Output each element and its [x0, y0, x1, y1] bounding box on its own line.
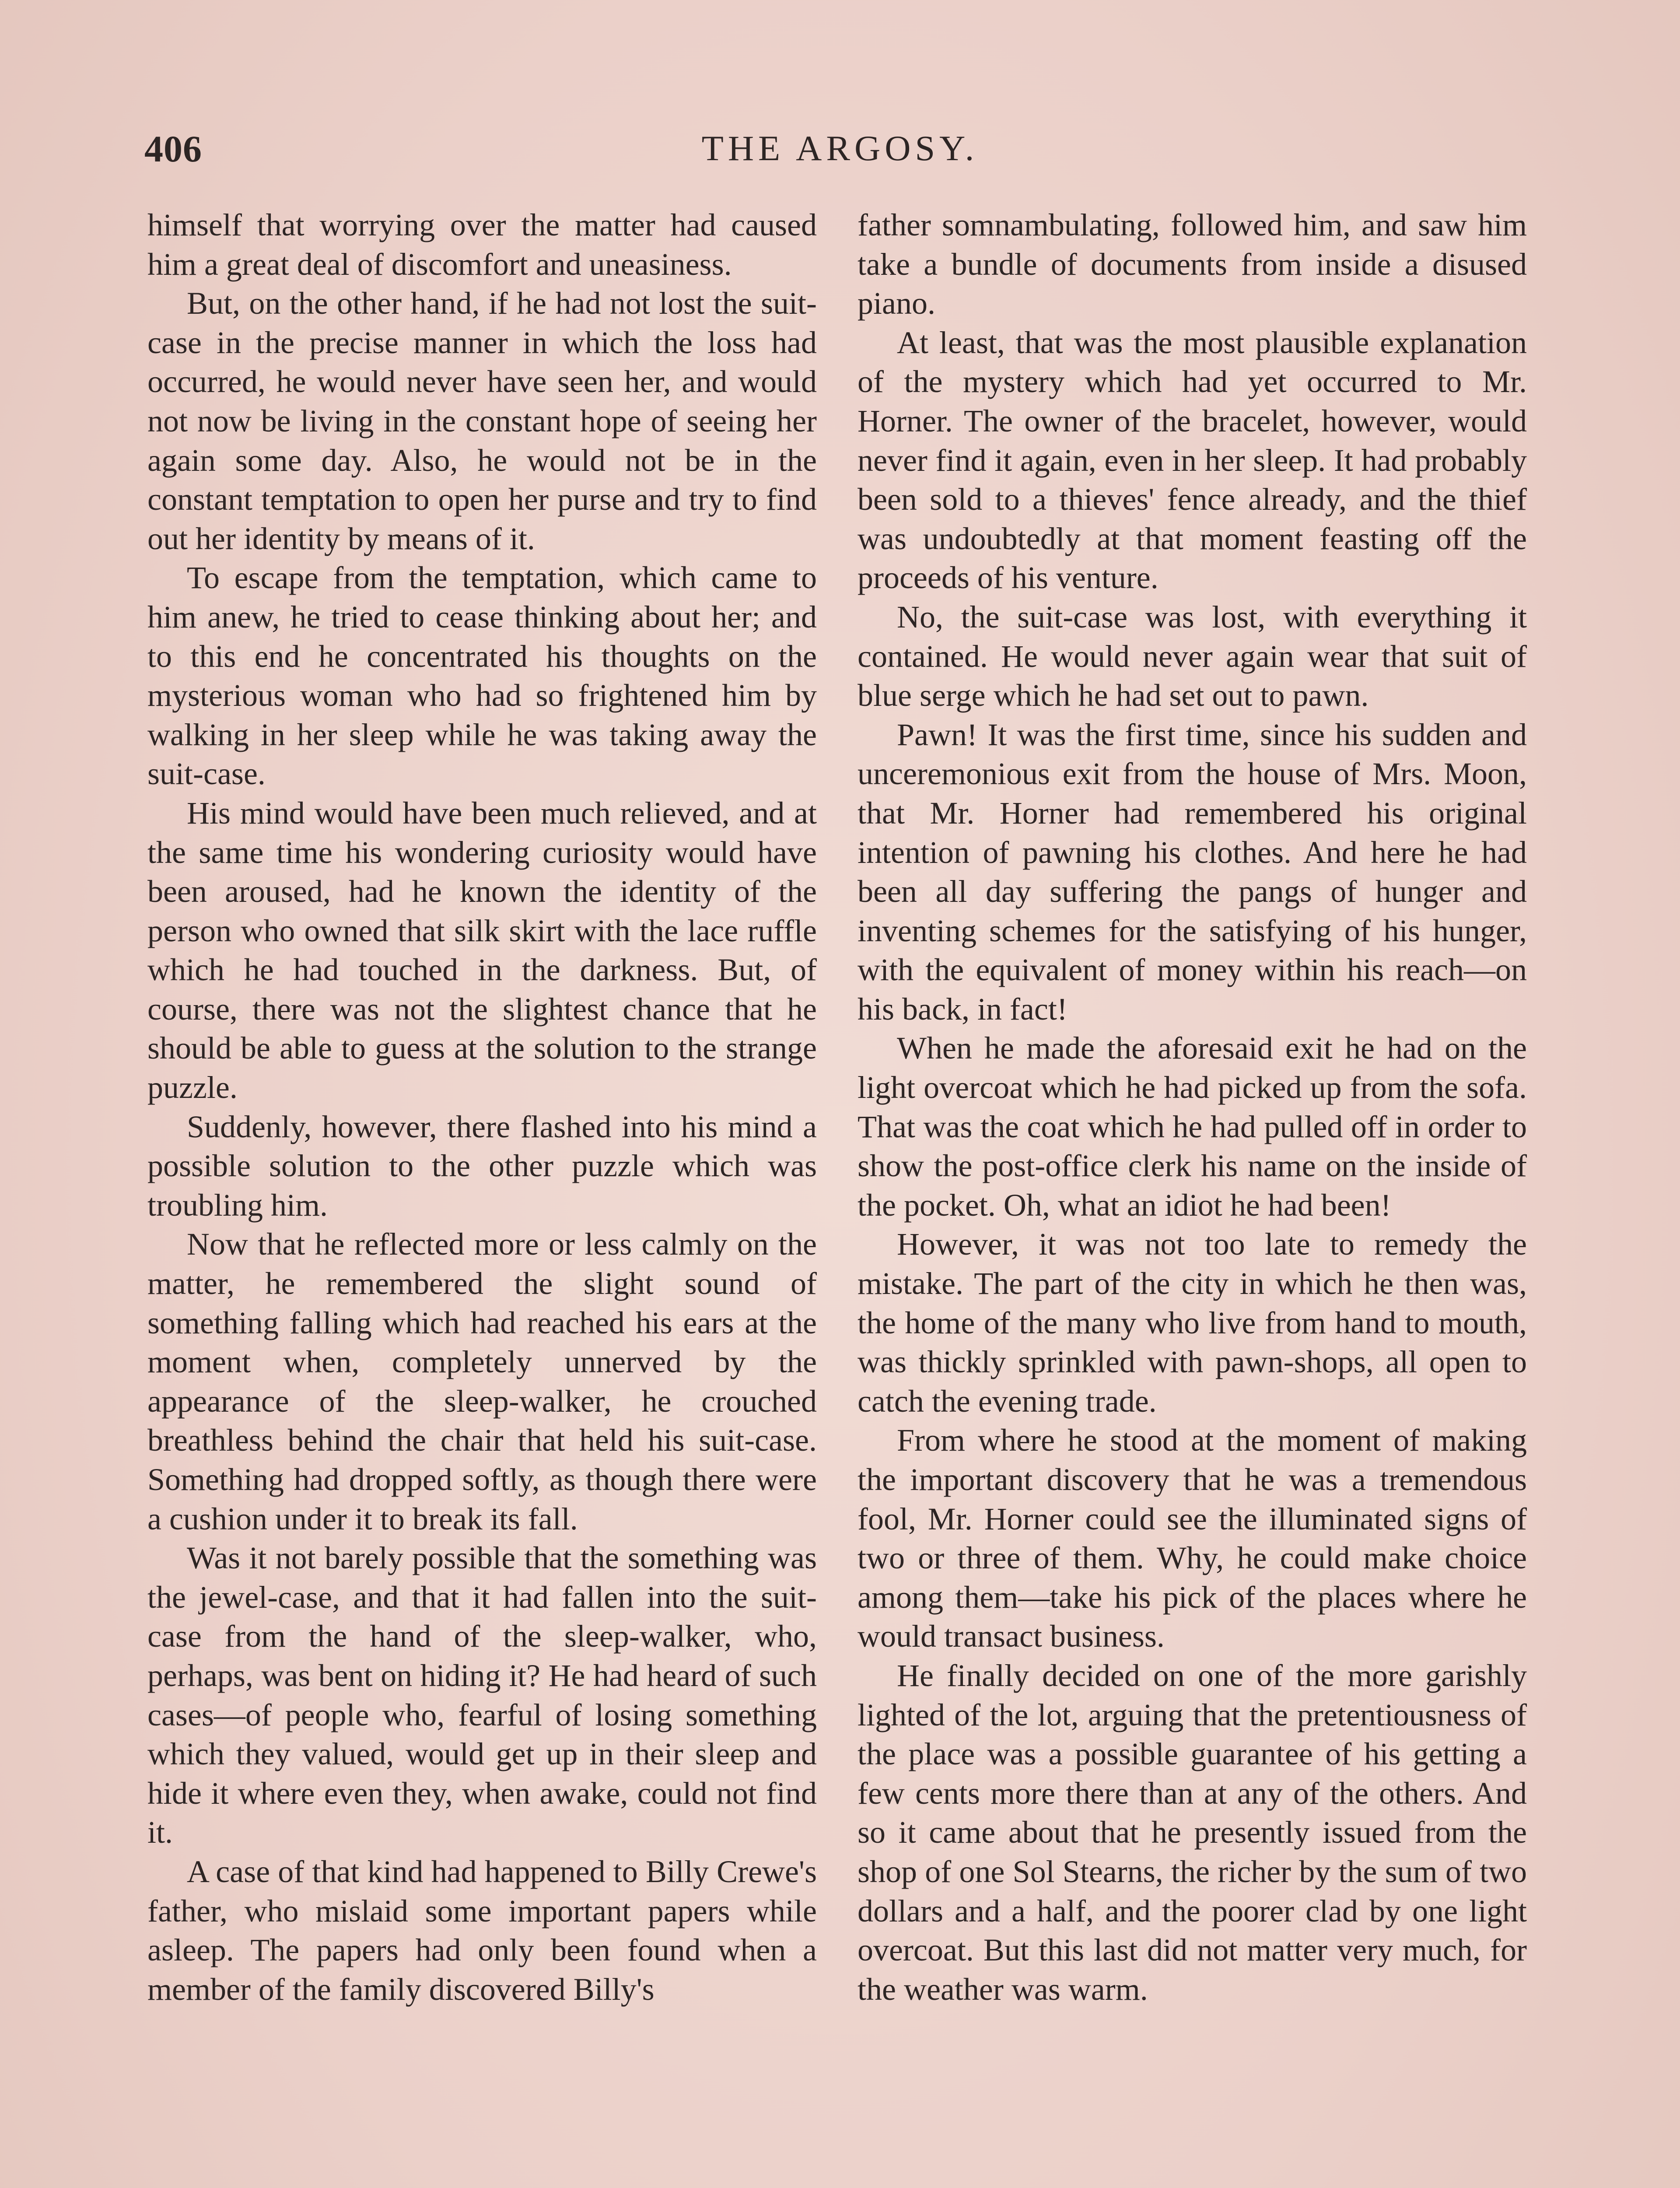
paragraph: His mind would have been much relieved, and at the same time his wondering curiosity would have been aroused, had he known the identity of the person who owned that silk skirt with the lace ruffle which he had touched in the darkness. But, of course, there was not the slightest chance that he should be able to guess at the solution to the strange puzzle.: [147, 795, 817, 1105]
paragraph: From where he stood at the moment of making the important discovery that he was a tremendous fool, Mr. Horner could see the illuminated signs of two or three of them. Why, he could make choice among them—take his pick of the places where he would transact business.: [858, 1423, 1527, 1654]
paragraph: At least, that was the most plausible explanation of the mystery which had yet occurred to Mr. Horner. The owner of the bracelet, however, would never find it again, even in her sleep. It had probably been sold to a thieves' fence already, and the thief was undoubtedly at that moment feasting off the proceeds of his venture.: [858, 325, 1527, 596]
paragraph: himself that worrying over the matter had caused him a great deal of discomfort and uneasiness.: [147, 207, 817, 282]
paragraph: When he made the aforesaid exit he had on the light overcoat which he had picked up from the sofa. That was the coat which he had pulled off in order to show the post-office clerk his name on the inside of the pocket. Oh, what an idiot he had been!: [858, 1031, 1527, 1223]
paragraph: father somnambulating, followed him, and saw him take a bundle of documents from inside a disused piano.: [858, 207, 1527, 321]
paragraph: Pawn! It was the first time, since his sudden and unceremonious exit from the house of Mrs. Moon, that Mr. Horner had remembered his original intention of pawning his clothes. And here he had been all day suffering the pangs of hunger and inventing schemes for the satisfying of his hunger, with the equivalent of money within his reach—on his back, in fact!: [858, 717, 1527, 1027]
right-column: [858, 206, 1527, 2009]
paragraph: To escape from the temptation, which came to him anew, he tried to cease thinking about her; and to this end he concentrated his thoughts on the mysterious woman who had so frightened him by walking in her sleep while he was taking away the suit-case.: [147, 560, 817, 792]
page-number: 406: [144, 128, 202, 170]
paragraph: But, on the other hand, if he had not lost the suit-case in the precise manner in which the loss had occurred, he would never have seen her, and would not now be living in the constant hope of seeing her again some day. Also, he would not be in the constant temptation to open her purse and try to find out her identity by means of it.: [147, 286, 817, 556]
paragraph: He finally decided on one of the more garishly lighted of the lot, arguing that the pretentiousness of the place was a possible guarantee of his getting a few cents more there than at any of the others. And so it came about that he presently issued from the shop of one Sol Stearns, the richer by the sum of two dollars and a half, and the poorer clad by one light overcoat. But this last did not matter very much, for the weather was warm.: [858, 1658, 1527, 2007]
paragraph: A case of that kind had happened to Billy Crewe's father, who mislaid some important papers while asleep. The papers had only been found when a member of the family discovered Billy's: [147, 1854, 817, 2007]
paragraph: Was it not barely possible that the something was the jewel-case, and that it had fallen into the suit-case from the hand of the sleep-walker, who, perhaps, was bent on hiding it? He had heard of such cases—of people who, fearful of losing something which they valued, would get up in their sleep and hide it where even they, when awake, could not find it.: [147, 1540, 817, 1850]
paragraph: No, the suit-case was lost, with everything it contained. He would never again wear that suit of blue serge which he had set out to pawn.: [858, 599, 1527, 713]
paragraph: However, it was not too late to remedy the mistake. The part of the city in which he then was, the home of the many who live from hand to mouth, was thickly sprinkled with pawn-shops, all open to catch the evening trade.: [858, 1227, 1527, 1419]
left-column: [147, 206, 817, 2009]
paragraph: Suddenly, however, there flashed into his mind a possible solution to the other puzzle which was troubling him.: [147, 1109, 817, 1223]
paragraph: Now that he reflected more or less calmly on the matter, he remembered the slight sound of something falling which had reached his ears at the moment when, completely unnerved by the appearance of the sleep-walker, he crouched breathless behind the chair that held his suit-case. Something had dropped softly, as though there were a cushion under it to break its fall.: [147, 1227, 817, 1536]
running-title: THE ARGOSY.: [701, 128, 979, 168]
